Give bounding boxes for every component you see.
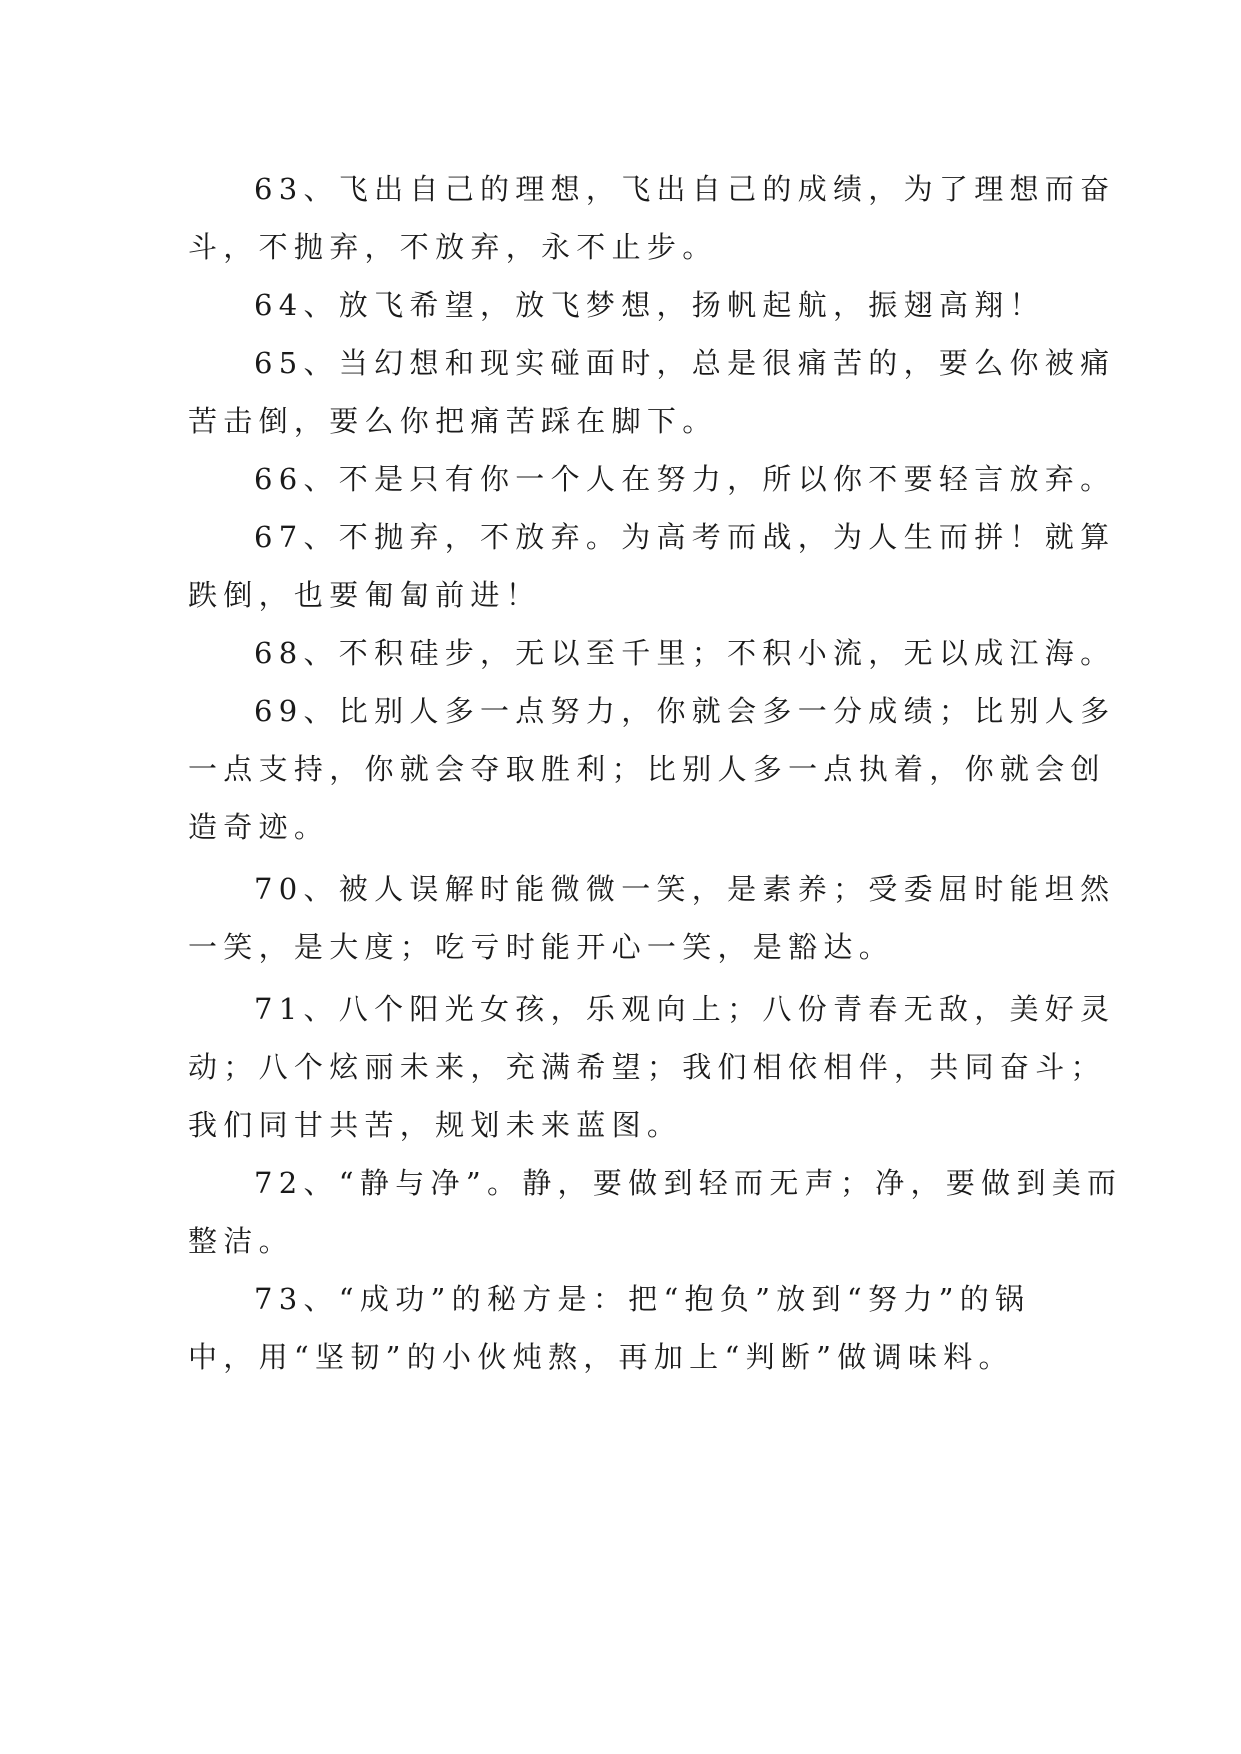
paragraph-69-line-3: 造奇迹。 — [188, 810, 330, 844]
paragraph-72-line-1: 72、“静与净”。静，要做到轻而无声；净，要做到美而 — [254, 1166, 1123, 1200]
paragraph-73-line-2: 中，用“坚韧”的小伙炖熬，再加上“判断”做调味料。 — [188, 1340, 1014, 1374]
paragraph-70-line-1: 70、被人误解时能微微一笑，是素养；受委屈时能坦然 — [254, 872, 1116, 906]
paragraph-67-line-1: 67、不抛弃，不放弃。为高考而战，为人生而拼！就算 — [254, 520, 1116, 554]
paragraph-63-line-1: 63、飞出自己的理想，飞出自己的成绩，为了理想而奋 — [254, 172, 1116, 206]
paragraph-68-line-1: 68、不积硅步，无以至千里；不积小流，无以成江海。 — [254, 636, 1116, 670]
paragraph-67-line-2: 跌倒，也要匍匐前进！ — [188, 578, 542, 612]
paragraph-65-line-1: 65、当幻想和现实碰面时，总是很痛苦的，要么你被痛 — [254, 346, 1116, 380]
paragraph-69-line-1: 69、比别人多一点努力，你就会多一分成绩；比别人多 — [254, 694, 1116, 728]
paragraph-66-line-1: 66、不是只有你一个人在努力，所以你不要轻言放弃。 — [254, 462, 1116, 496]
document-body — [188, 160, 1123, 1386]
paragraph-69-line-2: 一点支持，你就会夺取胜利；比别人多一点执着，你就会创 — [188, 752, 1106, 786]
paragraph-71-line-1: 71、八个阳光女孩，乐观向上；八份青春无敌，美好灵 — [254, 992, 1116, 1026]
paragraph-71-line-3: 我们同甘共苦，规划未来蓝图。 — [188, 1108, 683, 1142]
paragraph-71-line-2: 动；八个炫丽未来，充满希望；我们相依相伴，共同奋斗； — [188, 1050, 1106, 1084]
paragraph-70-line-2: 一笑，是大度；吃亏时能开心一笑，是豁达。 — [188, 930, 895, 964]
paragraph-65-line-2: 苦击倒，要么你把痛苦踩在脚下。 — [188, 404, 718, 438]
paragraph-73-line-1: 73、“成功”的秘方是：把“抱负”放到“努力”的锅 — [254, 1282, 1031, 1316]
paragraph-63-line-2: 斗，不抛弃，不放弃，永不止步。 — [188, 230, 718, 264]
paragraph-64-line-1: 64、放飞希望，放飞梦想，扬帆起航，振翅高翔！ — [254, 288, 1045, 322]
paragraph-72-line-2: 整洁。 — [188, 1224, 294, 1258]
